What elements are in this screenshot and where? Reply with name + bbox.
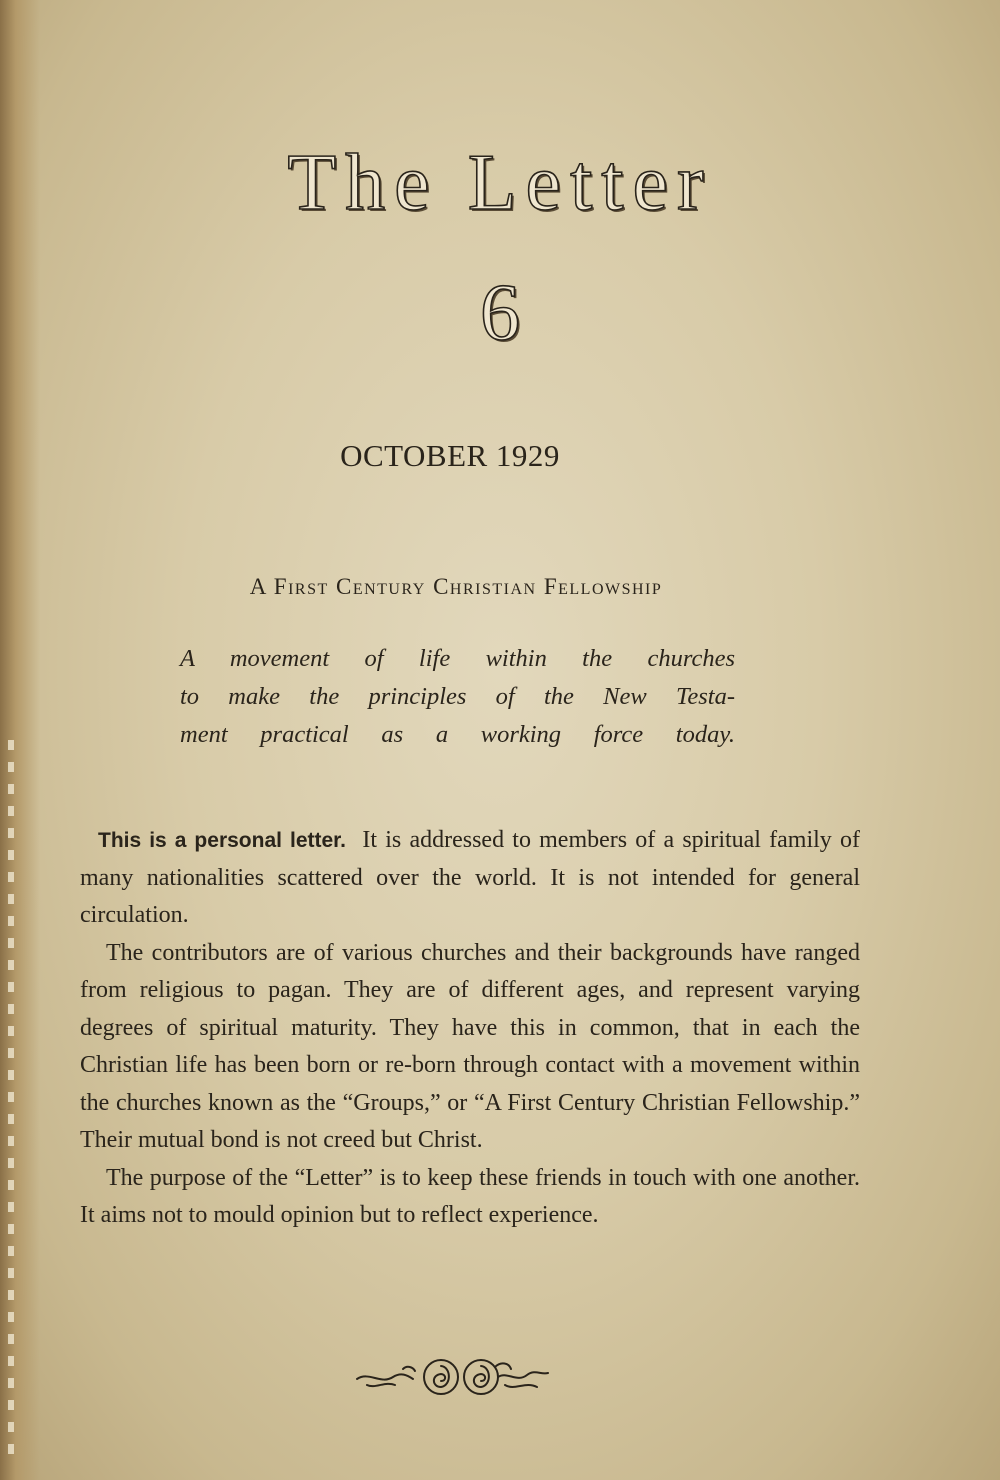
intro-rest: It is addressed to members of a spiritual family of many nationalities scattered over the world. It is not intended for general circulation.: [80, 827, 860, 928]
paragraph-contributors: The contributors are of various churches and their backgrounds have ranged from religious to pagan. They are of different ages, and represent varying degrees of spiritual maturity. They have this in common, that in each the Christian life has been born or re-born through contact with a movement within the churches known as the “Groups,” or “A First Century Christian Fellowship.” Their mutual bond is not creed but Christ.: [80, 939, 860, 1153]
intro-lead: This is a personal letter.: [98, 829, 347, 852]
paragraph-intro: [80, 822, 860, 935]
letter-body: [80, 822, 860, 1235]
page-title: The Letter: [287, 139, 713, 227]
fellowship-name: A First Century Christian Fellowship: [249, 574, 663, 599]
mission-statement: [180, 640, 735, 754]
binding-stitches: [8, 740, 14, 1460]
issue-number: 6: [480, 269, 520, 357]
mission-line: ment practical as a working force today.: [180, 721, 735, 748]
rose-ornament-icon: [355, 1355, 550, 1400]
issue-date: OCTOBER 1929: [340, 438, 560, 473]
paragraph-purpose: The purpose of the “Letter” is to keep these friends in touch with one another. It aims not to mould opinion but to reflect experience.: [80, 1164, 860, 1228]
mission-line: to make the principles of the New Testa-: [180, 683, 735, 710]
mission-line: A movement of life within the churches: [180, 645, 735, 672]
